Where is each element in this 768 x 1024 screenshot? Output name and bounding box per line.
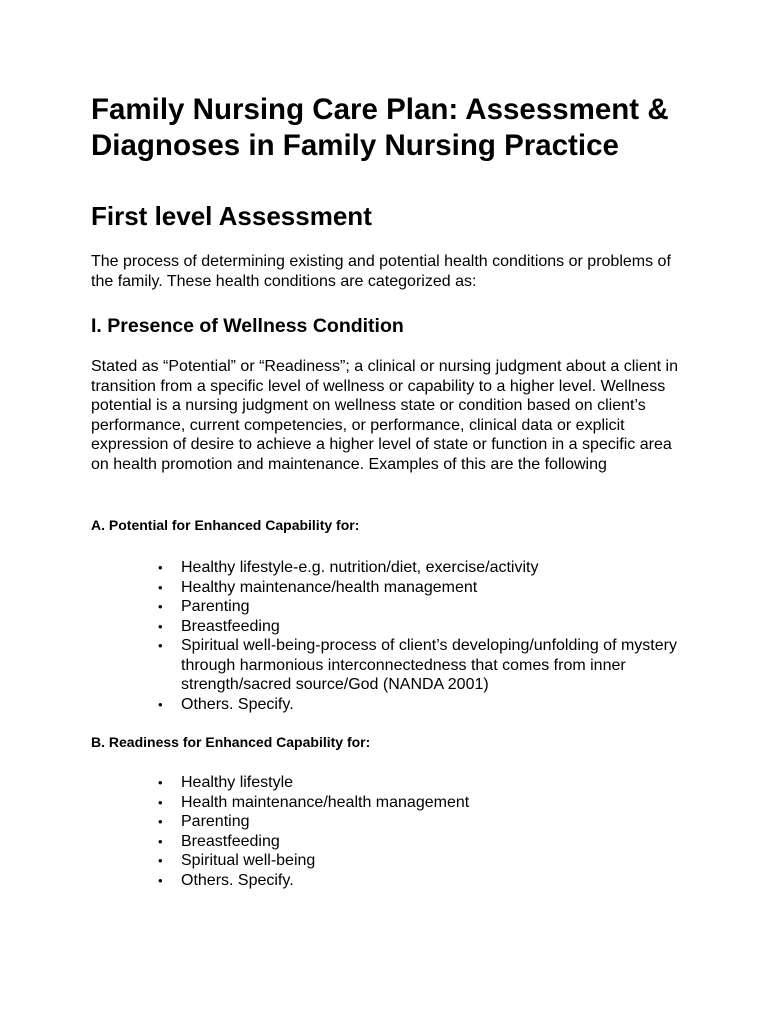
list-item-text: Breastfeeding (181, 832, 280, 850)
bullet-icon: • (158, 775, 163, 790)
list-item-text: Health maintenance/health management (181, 793, 470, 811)
bullet-icon: • (158, 696, 163, 712)
wellness-paragraph: Stated as “Potential” or “Readiness”; a clinical or nursing judgment about a client in transition from a specific level of wellness or capability to a higher level. Wellness potential is a nursing judgment on wellness state or condition based on client’s performance, current competencies, or performance, clinical data or explicit expression of desire to achieve a higher level of state or function in a specific area on health promotion and maintenance. Examples of this are the following (91, 358, 678, 473)
section-b-list (0, 773, 768, 890)
list-item-text: Spiritual well-being-process of client’s developing/unfolding of mystery through harmonious interconnectedness that comes from inner strength/sacred source/God (NANDA 2001) (181, 637, 677, 693)
list-item-text: Others. Specify. (181, 695, 294, 713)
list-item-text: Breastfeeding (181, 617, 280, 635)
list-item (0, 812, 768, 832)
list-item (0, 578, 768, 598)
bullet-icon: • (158, 618, 163, 634)
bullet-icon: • (158, 833, 163, 849)
list-item (0, 636, 768, 695)
bullet-icon: • (158, 872, 163, 888)
list-item (0, 597, 768, 617)
list-item (0, 558, 768, 578)
list-item-text: Healthy lifestyle (181, 774, 294, 791)
list-item-text: Others. Specify. (181, 871, 294, 889)
list-item (0, 832, 768, 852)
section-heading: First level Assessment (91, 201, 372, 231)
list-item-text: Spiritual well-being (181, 852, 316, 869)
page-title: Family Nursing Care Plan: Assessment & Diagnoses in Family Nursing Practice (91, 93, 669, 162)
list-item (0, 617, 768, 637)
section-a-list (0, 558, 768, 714)
list-item-text: Healthy lifestyle-e.g. nutrition/diet, exercise/activity (181, 559, 539, 576)
bullet-icon: • (158, 638, 163, 653)
list-item-text: Healthy maintenance/health management (181, 578, 478, 596)
subsection-heading: I. Presence of Wellness Condition (91, 315, 404, 337)
bullet-icon: • (158, 599, 163, 614)
bullet-icon: • (158, 794, 163, 810)
list-item (0, 695, 768, 715)
list-item (0, 773, 768, 793)
list-item (0, 851, 768, 871)
section-a-heading: A. Potential for Enhanced Capability for: (91, 517, 360, 533)
section-b-heading: B. Readiness for Enhanced Capability for: (91, 734, 371, 750)
intro-paragraph: The process of determining existing and potential health conditions or problems of the family. These health conditions are categorized as: (91, 253, 671, 290)
bullet-icon: • (158, 853, 163, 868)
list-item (0, 793, 768, 813)
list-item-text: Parenting (181, 598, 250, 615)
list-item (0, 871, 768, 891)
bullet-icon: • (158, 560, 163, 575)
list-item-text: Parenting (181, 813, 250, 830)
bullet-icon: • (158, 814, 163, 829)
bullet-icon: • (158, 579, 163, 595)
